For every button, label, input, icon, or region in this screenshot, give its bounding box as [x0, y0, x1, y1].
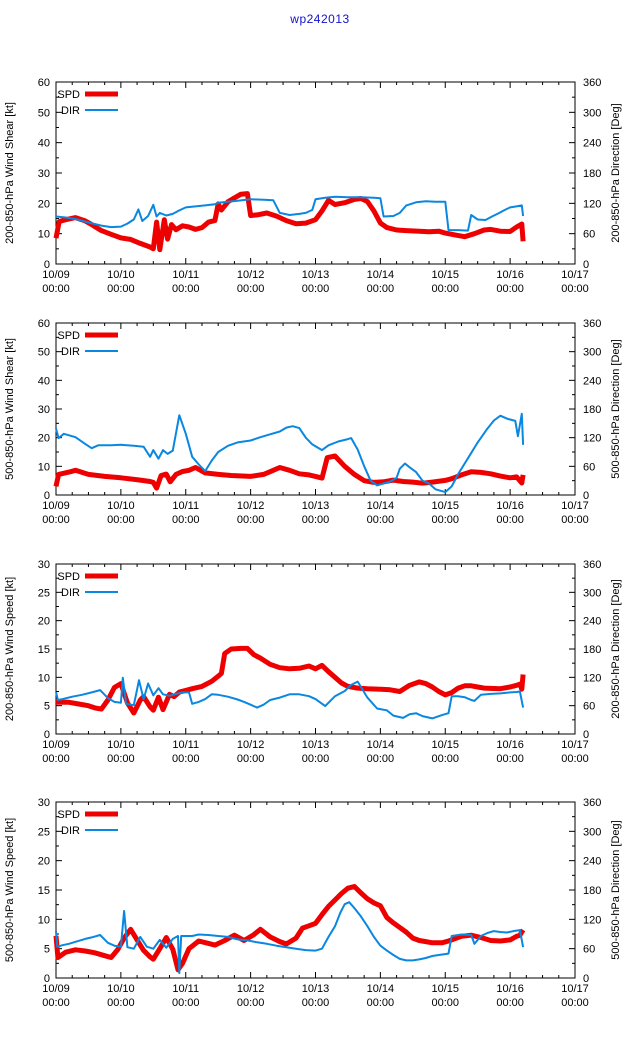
- plot-border: [56, 323, 575, 495]
- x-tick-label-date: 10/12: [236, 500, 265, 512]
- y-right-tick-label: 0: [583, 259, 590, 271]
- y-left-tick-label: 10: [37, 461, 50, 474]
- x-tick-label-time: 00:00: [171, 753, 200, 765]
- x-tick-label-time: 00:00: [496, 514, 524, 526]
- y-right-axis-title: 500-850-hPa Direction [Deg]: [610, 820, 622, 960]
- y-left-tick-label: 30: [37, 797, 50, 809]
- x-tick-label-time: 00:00: [236, 997, 265, 1009]
- x-tick-label-date: 10/13: [301, 983, 330, 995]
- dir-series-line: [56, 678, 523, 719]
- y-left-tick-label: 20: [37, 198, 50, 211]
- x-tick-label-date: 10/12: [236, 983, 265, 995]
- legend-label-spd: SPD: [57, 330, 80, 342]
- x-tick-label-time: 00:00: [366, 514, 395, 526]
- y-left-tick-label: 10: [37, 228, 50, 241]
- y-right-tick-label: 360: [583, 77, 602, 89]
- chart-500-850-wind-shear: [0, 295, 640, 535]
- y-left-tick-label: 0: [43, 973, 50, 985]
- y-left-tick-label: 30: [37, 559, 50, 571]
- y-right-axis-title: 200-850-hPa Direction [Deg]: [610, 103, 622, 243]
- title-row: [0, 0, 640, 55]
- y-right-tick-label: 360: [583, 318, 602, 330]
- y-right-tick-label: 240: [583, 137, 602, 150]
- y-left-tick-label: 20: [37, 855, 50, 868]
- x-tick-label-time: 00:00: [236, 283, 265, 295]
- x-tick-label-time: 00:00: [171, 283, 200, 295]
- y-left-axis-title: 500-850-hPa Wind Shear [kt]: [4, 338, 16, 480]
- y-right-tick-label: 240: [583, 375, 602, 388]
- x-tick-label-time: 00:00: [366, 753, 395, 765]
- y-left-axis-title: 200-850-hPa Wind Speed [kt]: [4, 576, 16, 722]
- spd-series-line: [56, 194, 523, 250]
- chart-200-850-wind-speed: [0, 535, 640, 775]
- y-right-tick-label: 180: [583, 644, 602, 656]
- legend-label-dir: DIR: [61, 105, 80, 117]
- x-tick-label-date: 10/13: [301, 739, 330, 751]
- x-tick-label-time: 00:00: [431, 514, 460, 526]
- x-tick-label-date: 10/12: [236, 269, 265, 281]
- y-right-tick-label: 60: [583, 461, 596, 474]
- x-tick-label-time: 00:00: [561, 753, 589, 765]
- y-right-axis-title: 500-850-hPa Direction [Deg]: [610, 339, 622, 479]
- y-right-tick-label: 60: [583, 700, 596, 713]
- y-right-axis-title: 200-850-hPa Direction [Deg]: [610, 579, 622, 719]
- y-left-tick-label: 20: [37, 432, 50, 445]
- y-left-tick-label: 0: [43, 490, 50, 502]
- y-left-axis-title: 200-850-hPa Wind Shear [kt]: [4, 102, 16, 244]
- x-tick-label-date: 10/14: [366, 500, 395, 512]
- x-tick-label-date: 10/14: [366, 983, 395, 995]
- y-right-tick-label: 0: [583, 490, 590, 502]
- x-tick-label-date: 10/10: [107, 739, 135, 751]
- y-left-tick-label: 40: [37, 137, 50, 150]
- y-left-tick-label: 60: [37, 77, 50, 89]
- x-tick-label-time: 00:00: [301, 514, 330, 526]
- x-tick-label-time: 00:00: [561, 514, 589, 526]
- charts-container: [0, 55, 640, 1060]
- y-left-tick-label: 10: [37, 672, 50, 685]
- legend-label-dir: DIR: [61, 346, 80, 358]
- x-tick-label-time: 00:00: [496, 283, 524, 295]
- x-tick-label-date: 10/11: [172, 983, 200, 995]
- y-left-tick-label: 50: [37, 346, 50, 359]
- x-tick-label-date: 10/15: [431, 500, 460, 512]
- y-left-tick-label: 15: [37, 885, 50, 897]
- x-tick-label-time: 00:00: [107, 997, 135, 1009]
- x-tick-label-time: 00:00: [496, 753, 524, 765]
- dir-series-line: [56, 197, 523, 231]
- x-tick-label-date: 10/14: [366, 269, 395, 281]
- y-left-tick-label: 60: [37, 318, 50, 330]
- x-tick-label-time: 00:00: [236, 753, 265, 765]
- x-tick-label-date: 10/09: [42, 739, 70, 751]
- y-right-tick-label: 180: [583, 404, 602, 416]
- x-tick-label-date: 10/15: [431, 983, 460, 995]
- y-left-tick-label: 30: [37, 404, 50, 416]
- x-tick-label-date: 10/17: [561, 500, 589, 512]
- y-right-tick-label: 300: [583, 826, 602, 839]
- chart-200-850-wind-shear: [0, 55, 640, 295]
- chart-500-850-wind-speed: [0, 775, 640, 1060]
- x-tick-label-time: 00:00: [366, 283, 395, 295]
- x-tick-label-time: 00:00: [236, 514, 265, 526]
- y-left-tick-label: 50: [37, 107, 50, 120]
- x-tick-label-date: 10/16: [496, 983, 524, 995]
- legend-label-dir: DIR: [61, 825, 80, 837]
- y-right-tick-label: 240: [583, 615, 602, 628]
- legend-label-dir: DIR: [61, 587, 80, 599]
- x-tick-label-date: 10/11: [172, 739, 200, 751]
- y-left-tick-label: 20: [37, 615, 50, 628]
- x-tick-label-date: 10/11: [172, 269, 200, 281]
- y-right-tick-label: 180: [583, 168, 602, 180]
- x-tick-label-date: 10/13: [301, 500, 330, 512]
- y-right-tick-label: 120: [583, 432, 602, 445]
- legend-label-spd: SPD: [57, 809, 80, 821]
- y-right-tick-label: 0: [583, 973, 590, 985]
- y-right-tick-label: 240: [583, 855, 602, 868]
- y-right-tick-label: 0: [583, 729, 590, 741]
- x-tick-label-time: 00:00: [431, 283, 460, 295]
- x-tick-label-date: 10/16: [496, 500, 524, 512]
- x-tick-label-time: 00:00: [366, 997, 395, 1009]
- x-tick-label-date: 10/13: [301, 269, 330, 281]
- x-tick-label-date: 10/10: [107, 269, 135, 281]
- y-left-axis-title: 500-850-hPa Wind Speed [kt]: [4, 817, 16, 963]
- plot-title: wp242013: [290, 12, 350, 26]
- x-tick-label-time: 00:00: [107, 283, 135, 295]
- y-right-tick-label: 300: [583, 346, 602, 359]
- x-tick-label-time: 00:00: [301, 997, 330, 1009]
- plot-border: [56, 82, 575, 264]
- y-right-tick-label: 360: [583, 559, 602, 571]
- x-tick-label-date: 10/10: [107, 983, 135, 995]
- y-left-tick-label: 5: [43, 943, 50, 956]
- x-tick-label-date: 10/09: [42, 500, 70, 512]
- x-tick-label-time: 00:00: [431, 997, 460, 1009]
- x-tick-label-time: 00:00: [561, 997, 589, 1009]
- x-tick-label-date: 10/10: [107, 500, 135, 512]
- y-left-tick-label: 0: [43, 259, 50, 271]
- x-tick-label-time: 00:00: [42, 997, 70, 1009]
- legend-label-spd: SPD: [57, 571, 80, 583]
- y-right-tick-label: 60: [583, 228, 596, 241]
- x-tick-label-time: 00:00: [496, 997, 524, 1009]
- y-left-tick-label: 15: [37, 644, 50, 656]
- y-right-tick-label: 300: [583, 107, 602, 120]
- x-tick-label-date: 10/14: [366, 739, 395, 751]
- x-tick-label-date: 10/16: [496, 269, 524, 281]
- legend-label-spd: SPD: [57, 89, 80, 101]
- x-tick-label-date: 10/09: [42, 269, 70, 281]
- x-tick-label-time: 00:00: [42, 753, 70, 765]
- y-left-tick-label: 40: [37, 375, 50, 388]
- y-left-tick-label: 25: [37, 587, 50, 600]
- x-tick-label-date: 10/17: [561, 739, 589, 751]
- x-tick-label-time: 00:00: [42, 514, 70, 526]
- y-right-tick-label: 120: [583, 198, 602, 211]
- x-tick-label-time: 00:00: [171, 514, 200, 526]
- y-right-tick-label: 60: [583, 943, 596, 956]
- x-tick-label-date: 10/17: [561, 983, 589, 995]
- x-tick-label-date: 10/15: [431, 269, 460, 281]
- y-right-tick-label: 300: [583, 587, 602, 600]
- x-tick-label-date: 10/09: [42, 983, 70, 995]
- y-right-tick-label: 120: [583, 914, 602, 927]
- y-left-tick-label: 30: [37, 168, 50, 180]
- y-right-tick-label: 120: [583, 672, 602, 685]
- y-left-tick-label: 0: [43, 729, 50, 741]
- x-tick-label-time: 00:00: [42, 283, 70, 295]
- x-tick-label-time: 00:00: [301, 283, 330, 295]
- x-tick-label-time: 00:00: [301, 753, 330, 765]
- y-left-tick-label: 25: [37, 826, 50, 839]
- y-right-tick-label: 180: [583, 885, 602, 897]
- x-tick-label-date: 10/12: [236, 739, 265, 751]
- x-tick-label-time: 00:00: [561, 283, 589, 295]
- x-tick-label-time: 00:00: [431, 753, 460, 765]
- x-tick-label-date: 10/11: [172, 500, 200, 512]
- x-tick-label-date: 10/16: [496, 739, 524, 751]
- x-tick-label-time: 00:00: [107, 514, 135, 526]
- x-tick-label-time: 00:00: [107, 753, 135, 765]
- y-right-tick-label: 360: [583, 797, 602, 809]
- y-left-tick-label: 5: [43, 700, 50, 713]
- x-tick-label-time: 00:00: [171, 997, 200, 1009]
- y-left-tick-label: 10: [37, 914, 50, 927]
- x-tick-label-date: 10/15: [431, 739, 460, 751]
- x-tick-label-date: 10/17: [561, 269, 589, 281]
